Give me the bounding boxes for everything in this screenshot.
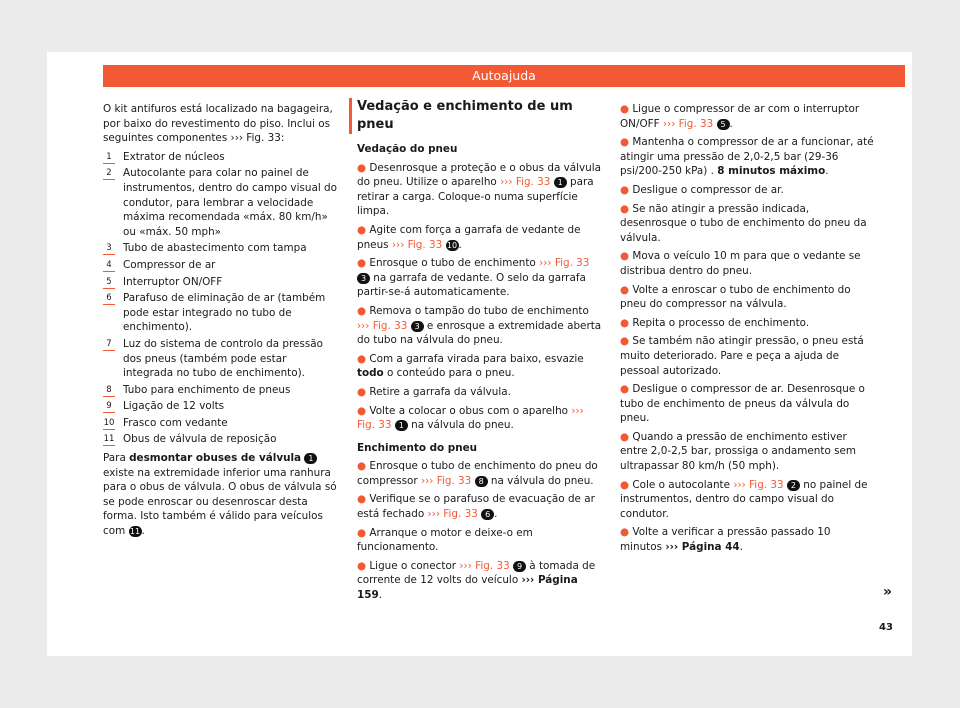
item-number: 1 [103, 151, 115, 164]
subheading-inflating: Enchimento do pneu [357, 441, 478, 454]
item-number: 2 [103, 167, 115, 180]
bold-text: todo [357, 367, 384, 380]
list-item [103, 432, 339, 447]
list-item [103, 383, 339, 398]
text: Volte a colocar o obus com o aparelho [369, 404, 572, 417]
text: Ligue o conector [369, 559, 460, 572]
text: Quando a pressão de enchimento estiver entre 2,0-2,5 bar, prossiga o andamento sem ultrapassar 80 km/h (50 mph). [620, 430, 857, 473]
list-item [103, 416, 339, 431]
item-text: Parafuso de eliminação de ar (também pode estar integrado no tubo de enchimento). [123, 292, 326, 334]
bullet-icon: ● [620, 136, 630, 149]
text: Se não atingir a pressão indicada, desenrosque o tubo de enchimento do pneu da válvula. [620, 202, 867, 244]
list-item [103, 275, 339, 290]
item-text: Luz do sistema de controlo da pressão dos pneus (também pode estar integrada no tubo de enchimento). [123, 337, 323, 380]
components-list [103, 150, 339, 447]
text: Enrosque o tubo de enchimento [369, 257, 540, 270]
text: Se também não atingir pressão, o pneu está muito deteriorado. Pare e peça a ajuda de pessoal autorizado. [620, 335, 864, 377]
step [620, 183, 874, 198]
step [357, 161, 603, 219]
step [620, 478, 874, 522]
list-item [103, 166, 339, 239]
step [357, 256, 603, 300]
bullet-icon: ● [357, 385, 367, 398]
step: ● Verifique se o parafuso de evacuação de ar está fechado ››› Fig. 33 6 . [357, 493, 595, 521]
bullet-icon: ● [357, 161, 367, 174]
step: ● Volte a verificar a pressão passado 10 minutos ››› Página 44. [620, 526, 831, 554]
column-sealing [357, 99, 603, 607]
item-number: 10 [103, 417, 115, 428]
item-number: 4 [103, 259, 115, 272]
list-item [103, 291, 339, 335]
ref-badge: 5 [717, 119, 730, 130]
text: Arranque o motor e deixe-o em funcionamento. [357, 526, 533, 554]
item-text: Tubo para enchimento de pneus [123, 383, 291, 396]
chapter-header: Autoajuda [103, 65, 905, 87]
item-text: Autocolante para colar no painel de instrumentos, dentro do campo visual do condutor, para lembrar a velocidade máxima recomendada «máx. 80 km/h» ou «máx. 50 mph» [123, 167, 337, 238]
text: Enrosque o tubo de enchimento do pneu do compressor [357, 460, 598, 487]
ref-badge: 11 [129, 527, 141, 537]
step [357, 385, 603, 400]
fig-link[interactable]: ››› Fig. 33 [391, 238, 443, 251]
item-text: Obus de válvula de reposição [123, 433, 277, 446]
text: Remova o tampão do tubo de enchimento [369, 304, 589, 317]
bold-text: 8 minutos máximo [717, 165, 826, 178]
valve-paragraph [103, 451, 339, 539]
bullet-icon: ● [357, 257, 367, 270]
column-inflating [620, 102, 874, 559]
item-text: Interruptor ON/OFF [123, 275, 223, 288]
fig-link[interactable]: ››› Fig. 33 [733, 478, 784, 491]
text: existe na extremidade inferior uma ranhura para o obus de válvula. O obus de válvula só se pode enroscar ou desenroscar desta forma. Isto também é válido para veículos com [103, 466, 337, 538]
item-text: Extrator de núcleos [123, 150, 225, 163]
ref-badge: 9 [513, 561, 526, 572]
text: Desligue o compressor de ar. [632, 183, 784, 196]
bullet-icon: ● [357, 404, 367, 417]
text: Verifique se o parafuso de evacuação de ar está fechado [357, 493, 595, 521]
ref-badge: 1 [554, 177, 567, 188]
bullet-icon: ● [357, 526, 367, 539]
list-item [103, 258, 339, 273]
text: no painel de instrumentos, dentro do campo visual do condutor. [620, 478, 868, 520]
list-item [103, 241, 339, 256]
bold-text: desmontar obuses de válvula [129, 452, 302, 465]
bullet-icon: ● [357, 460, 367, 473]
step [620, 283, 874, 312]
ref-badge: 2 [787, 480, 800, 491]
item-text: Tubo de abastecimento com tampa [123, 242, 307, 255]
bullet-icon: ● [357, 223, 367, 236]
bullet-icon: ● [620, 103, 630, 115]
bullet-icon: ● [620, 383, 630, 396]
fig-link[interactable]: ››› Fig. 33 [357, 404, 584, 432]
fig-link[interactable]: ››› Fig. 33 [662, 117, 714, 130]
ref-badge: 3 [411, 321, 424, 332]
list-item [103, 399, 339, 414]
step [620, 382, 874, 426]
item-number: 3 [103, 242, 115, 255]
bullet-icon: ● [620, 526, 630, 539]
text: Mova o veículo 10 m para que o vedante se distribua dentro do pneu. [620, 250, 861, 277]
step [620, 249, 874, 278]
bullet-icon: ● [620, 478, 630, 491]
step [357, 304, 603, 348]
bullet-icon: ● [620, 250, 630, 263]
ref-badge: 1 [395, 420, 408, 431]
text: Ligue o compressor de ar com o interruptor ON/OFF [620, 103, 860, 130]
fig-link[interactable]: ››› Fig. 33 [500, 176, 551, 189]
step: ● Ligue o compressor de ar com o interruptor ON/OFF ››› Fig. 33 5 . [620, 103, 860, 130]
step [620, 334, 874, 378]
step [357, 352, 603, 381]
bullet-icon: ● [620, 335, 630, 348]
bullet-icon: ● [620, 183, 630, 196]
text: na válvula do pneu. [487, 474, 594, 487]
column-components [103, 102, 339, 543]
step [620, 202, 874, 246]
step: ● Agite com força a garrafa de vedante de pneus ››› Fig. 33 10. [357, 223, 581, 251]
bullet-icon: ● [620, 202, 630, 215]
text: Agite com força a garrafa de vedante de pneus [357, 223, 581, 251]
page-link[interactable]: ››› Página 159 [357, 574, 578, 602]
item-text: Ligação de 12 volts [123, 400, 225, 413]
step [620, 316, 874, 331]
item-number: 8 [103, 384, 115, 397]
text: Para [103, 452, 130, 465]
intro-paragraph [103, 102, 339, 146]
bullet-icon: ● [620, 316, 630, 329]
text: para retirar a carga. Coloque-o numa superfície limpa. [357, 176, 594, 218]
fig-link[interactable]: ››› Fig. 33 [539, 257, 590, 270]
bullet-icon: ● [620, 283, 630, 296]
subheading-sealing: Vedação do pneu [357, 143, 458, 155]
manual-page [47, 52, 912, 656]
text: Cole o autocolante [632, 478, 734, 491]
text: . [141, 525, 145, 538]
text: Desligue o compressor de ar. Desenrosque o tubo de enchimento de pneus da válvula do pneu. [620, 383, 865, 425]
step [620, 430, 874, 474]
step: ● Ligue o conector ››› Fig. 33 9 à tomada de corrente de 12 volts do veículo ››› Página 159. [357, 559, 596, 602]
bullet-icon: ● [620, 430, 630, 443]
bullet-icon: ● [357, 304, 367, 317]
text: Mantenha o compressor de ar a funcionar, até atingir uma pressão de 2,0-2,5 bar (29-36 psi/200-250 kPa) . [620, 136, 874, 178]
item-number: 5 [103, 276, 115, 289]
fig-link[interactable]: ››› Fig. 33 [459, 559, 510, 572]
fig-link[interactable]: ››› Fig. 33 [427, 508, 478, 521]
bullet-icon: ● [357, 559, 367, 572]
section-title: Vedação e enchimento de um pneu [349, 98, 603, 134]
text: Repita o processo de enchimento. [632, 316, 810, 329]
ref-badge: 10 [446, 240, 458, 250]
step [357, 526, 603, 555]
item-text: Frasco com vedante [123, 416, 228, 429]
text: à tomada de corrente de 12 volts do veículo [357, 559, 596, 587]
page-link[interactable]: ››› Página 44 [665, 541, 740, 554]
bullet-icon: ● [357, 352, 367, 365]
ref-badge: 8 [475, 476, 488, 487]
step: ● Mantenha o compressor de ar a funcionar, até atingir uma pressão de 2,0-2,5 bar (29-36 psi/200-250 kPa) . 8 minutos máximo. [620, 136, 874, 178]
item-number: 11 [103, 434, 115, 445]
text: na garrafa de vedante. O selo da garrafa partir-se-á automaticamente. [357, 271, 586, 299]
text: Volte a enroscar o tubo de enchimento do pneu do compressor na válvula. [620, 283, 851, 311]
text: Desenrosque a proteção e o obus da válvula do pneu. Utilize o aparelho [357, 161, 602, 189]
step [357, 459, 603, 488]
step [357, 404, 603, 433]
text: Retire a garrafa da válvula. [369, 385, 511, 398]
text: o conteúdo para o pneu. [383, 367, 515, 380]
bullet-icon: ● [357, 493, 367, 506]
ref-badge: 1 [304, 453, 317, 464]
item-number: 6 [103, 292, 115, 305]
text: Volte a verificar a pressão passado 10 minutos [620, 526, 831, 554]
fig-link[interactable]: ››› Fig. 33 [357, 319, 408, 332]
text: na válvula do pneu. [407, 419, 514, 432]
item-text: Compressor de ar [123, 258, 216, 271]
item-number: 9 [103, 400, 115, 413]
ref-badge: 6 [481, 509, 494, 520]
continue-arrow-icon: » [883, 584, 893, 600]
fig-link[interactable]: ››› Fig. 33 [420, 474, 472, 487]
item-number: 7 [103, 338, 115, 351]
text: Com a garrafa virada para baixo, esvazie [369, 352, 584, 365]
text: e enrosque a extremidade aberta do tubo na válvula do pneu. [357, 319, 602, 347]
page-number: 43 [879, 622, 893, 633]
intro-text: O kit antifuros está localizado na bagageira, por baixo do revestimento do piso. Inclui os seguintes componentes ››› Fig. 33: [103, 103, 333, 145]
ref-badge: 3 [357, 273, 370, 284]
list-item [103, 150, 339, 165]
list-item [103, 337, 339, 381]
